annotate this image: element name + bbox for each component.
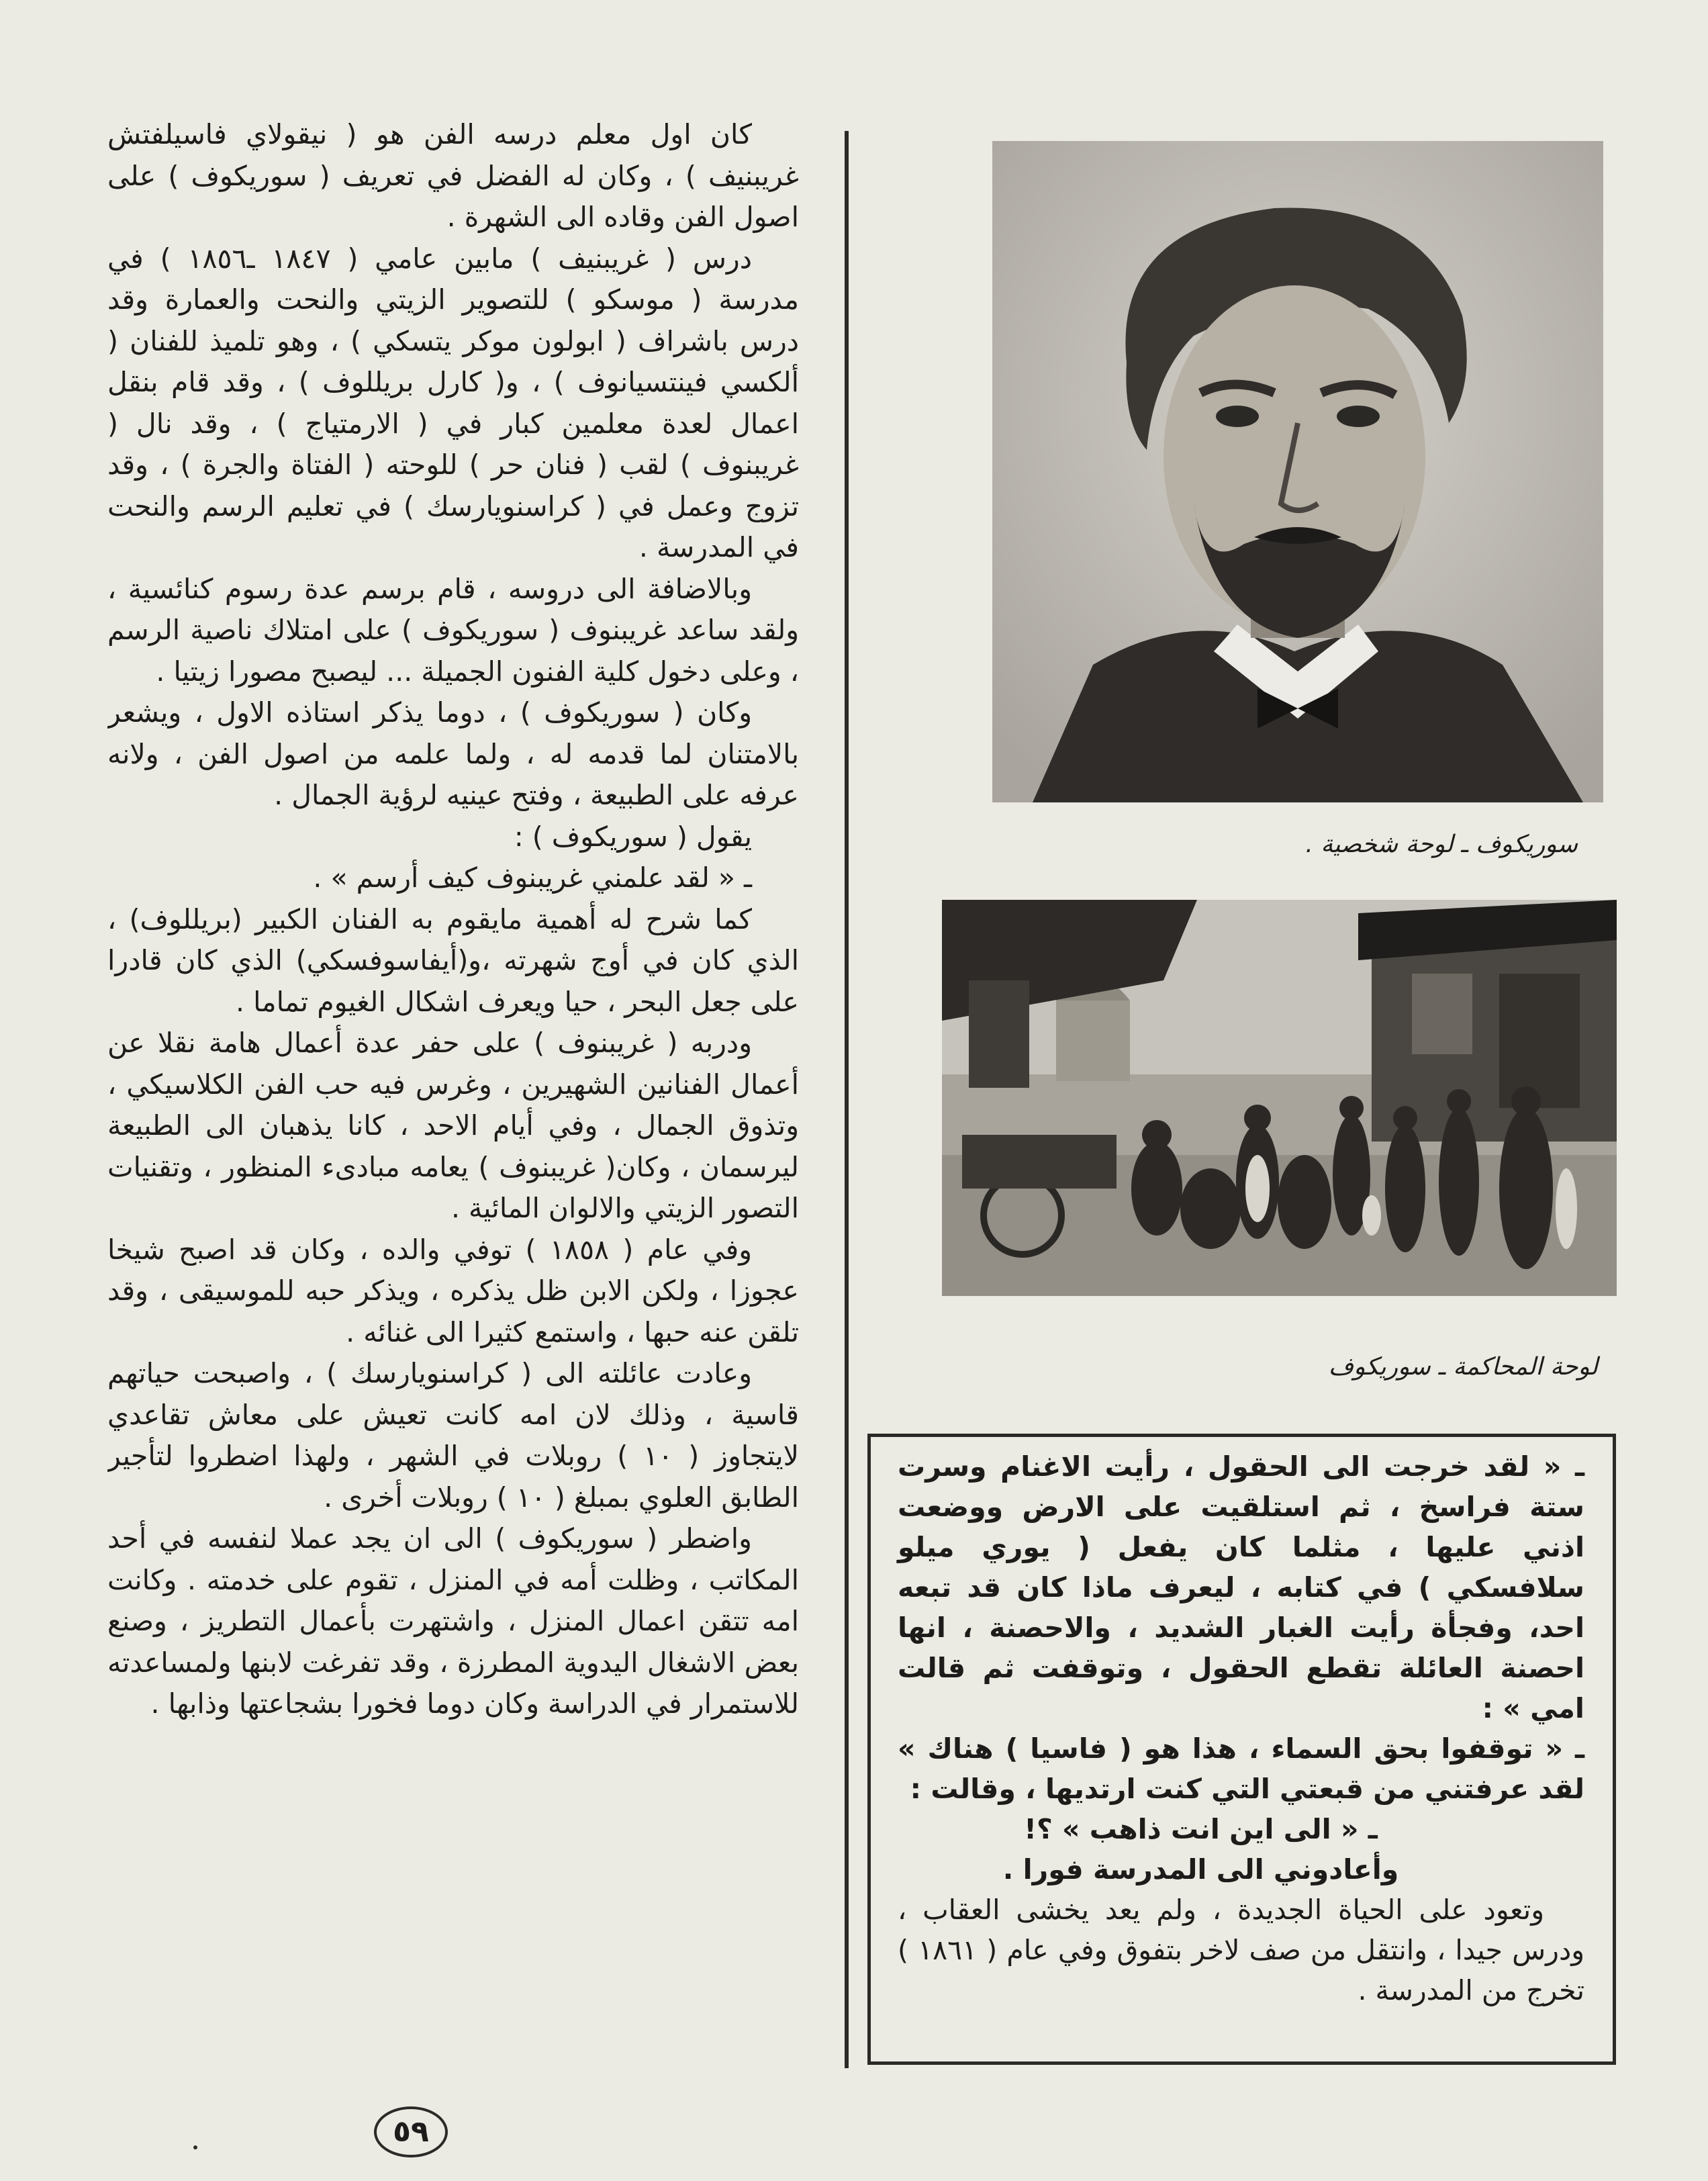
paragraph: ودربه ( غريبنوف ) على حفر عدة أعمال هامة نقلا عن أعمال الفنانين الشهيرين ، وغرس فيه حب الفن الكلاسيكي ، وتذوق الجمال ، وفي أيام الاحد ، كانا يذهبان الى الطبيعة ليرسمان ، وكان( غريبنوف ) يعامه مبادىء المنظور ، وتقنيات التصور الزيتي والالوان المائية . xyxy=(107,1027,799,1224)
paragraph: وبالاضافة الى دروسه ، قام برسم عدة رسوم كنائسية ، ولقد ساعد غريبنوف ( سوريكوف ) على امتلاك ناصية الرسم ، وعلى دخول كلية الفنون الجميلة ... ليصبح مصورا زيتيا . xyxy=(107,572,799,688)
paragraph: وعادت عائلته الى ( كراسنويارسك ) ، واصبحت حياتهم قاسية ، وذلك لان امه كانت تعيش على معاش تقاعدي لايتجاوز ( ١٠ ) روبلات في الشهر ، ولهذا اضطروا لتأجير الطابق العلوي بمبلغ ( ١٠ ) روبلات أخرى . xyxy=(107,1357,799,1514)
page-number: ٥٩ xyxy=(374,2106,448,2157)
portrait-caption: سوريكوف ـ لوحة شخصية . xyxy=(1305,831,1578,858)
portrait-illustration xyxy=(992,141,1603,802)
article-text-column xyxy=(107,114,799,2061)
painting-caption: لوحة المحاكمة ـ سوريكوف xyxy=(1328,1353,1598,1381)
quote-paragraph: ـ « لقد خرجت الى الحقول ، رأيت الاغنام وسرت ستة فراسخ ، ثم استلقيت على الارض ووضعت اذني عليها ، مثلما كان يفعل ( يوري ميلو سلافسكي ) في كتابه ، ليعرف ماذا كان قد تبعه احد، وفجأة رأيت الغبار الشديد ، والاحصنة ، انها احصنة العائلة تقطع الحقول ، وتوقفت ثم قالت امي » : xyxy=(898,1450,1584,1724)
ink-dot xyxy=(193,2145,197,2149)
painting-illustration xyxy=(942,900,1617,1296)
column-divider xyxy=(845,131,849,2068)
quote-paragraph: ـ « الى اين انت ذاهب » ؟! xyxy=(1024,1813,1378,1845)
quote-paragraph: ـ « توقفوا بحق السماء ، هذا هو ( فاسيا ) هناك » لقد عرفتني من قبعتي التي كنت ارتديها ، وقالت : xyxy=(898,1732,1584,1805)
quote-paragraph: وتعود على الحياة الجديدة ، ولم يعد يخشى العقاب ، ودرس جيدا ، وانتقل من صف لاخر بتفوق وفي عام ( ١٨٦١ ) تخرج من المدرسة . xyxy=(898,1894,1584,2006)
portrait-image xyxy=(992,141,1603,802)
painting-image xyxy=(942,900,1617,1296)
paragraph: ـ « لقد علمني غريبنوف كيف أرسم » . xyxy=(313,862,752,894)
paragraph: درس ( غريبنيف ) مابين عامي ( ١٨٤٧ ـ١٨٥٦ ) في مدرسة ( موسكو ) للتصوير الزيتي والنحت والعمارة وقد درس باشراف ( ابولون موكر يتسكي ) ، وهو تلميذ للفنان ( ألكسي فينتسيانوف ) ، و( كارل بريللوف ) ، وقد قام بنقل اعمال لعدة معلمين كبار في ( الارمتياج ) ، وقد نال ( غريبنوف ) لقب ( فنان حر ) للوحته ( الفتاة والجرة ) ، وقد تزوج وعمل في ( كراسنويارسك ) في تعليم الرسم والنحت في المدرسة . xyxy=(107,242,799,563)
paragraph: يقول ( سوريكوف ) : xyxy=(514,820,752,853)
paragraph: كان اول معلم درسه الفن هو ( نيقولاي فاسيلفتش غريبنيف ) ، وكان له الفضل في تعريف ( سوريكوف ) على اصول الفن وقاده الى الشهرة . xyxy=(107,118,799,233)
paragraph: وفي عام ( ١٨٥٨ ) توفي والده ، وكان قد اصبح شيخا عجوزا ، ولكن الابن ظل يذكره ، ويذكر حبه للموسيقى ، وقد تلقن عنه حبها ، واستمع كثيرا الى غنائه . xyxy=(107,1233,799,1348)
quote-paragraph: وأعادوني الى المدرسة فورا . xyxy=(1002,1853,1399,1886)
quote-box xyxy=(867,1434,1616,2065)
paragraph: واضطر ( سوريكوف ) الى ان يجد عملا لنفسه في أحد المكاتب ، وظلت أمه في المنزل ، تقوم على خدمته . وكانت امه تتقن اعمال المنزل ، واشتهرت بأعمال التطريز ، وصنع بعض الاشغال اليدوية المطرزة ، وقد تفرغت لابنها ولمساعدته للاستمرار في الدراسة وكان دوما فخورا بشجاعتها وذابها . xyxy=(107,1522,799,1720)
paragraph: وكان ( سوريكوف ) ، دوما يذكر استاذه الاول ، ويشعر بالامتنان لما قدمه له ، ولما علمه من اصول الفن ، ولانه عرفه على الطبيعة ، وفتح عينيه لرؤية الجمال . xyxy=(107,696,799,811)
paragraph: كما شرح له أهمية مايقوم به الفنان الكبير (بريللوف) ، الذي كان في أوج شهرته ،و(أيفاسوفسكي) الذي كان قادرا على جعل البحر ، حيا ويعرف اشكال الغيوم تماما . xyxy=(107,902,799,1018)
